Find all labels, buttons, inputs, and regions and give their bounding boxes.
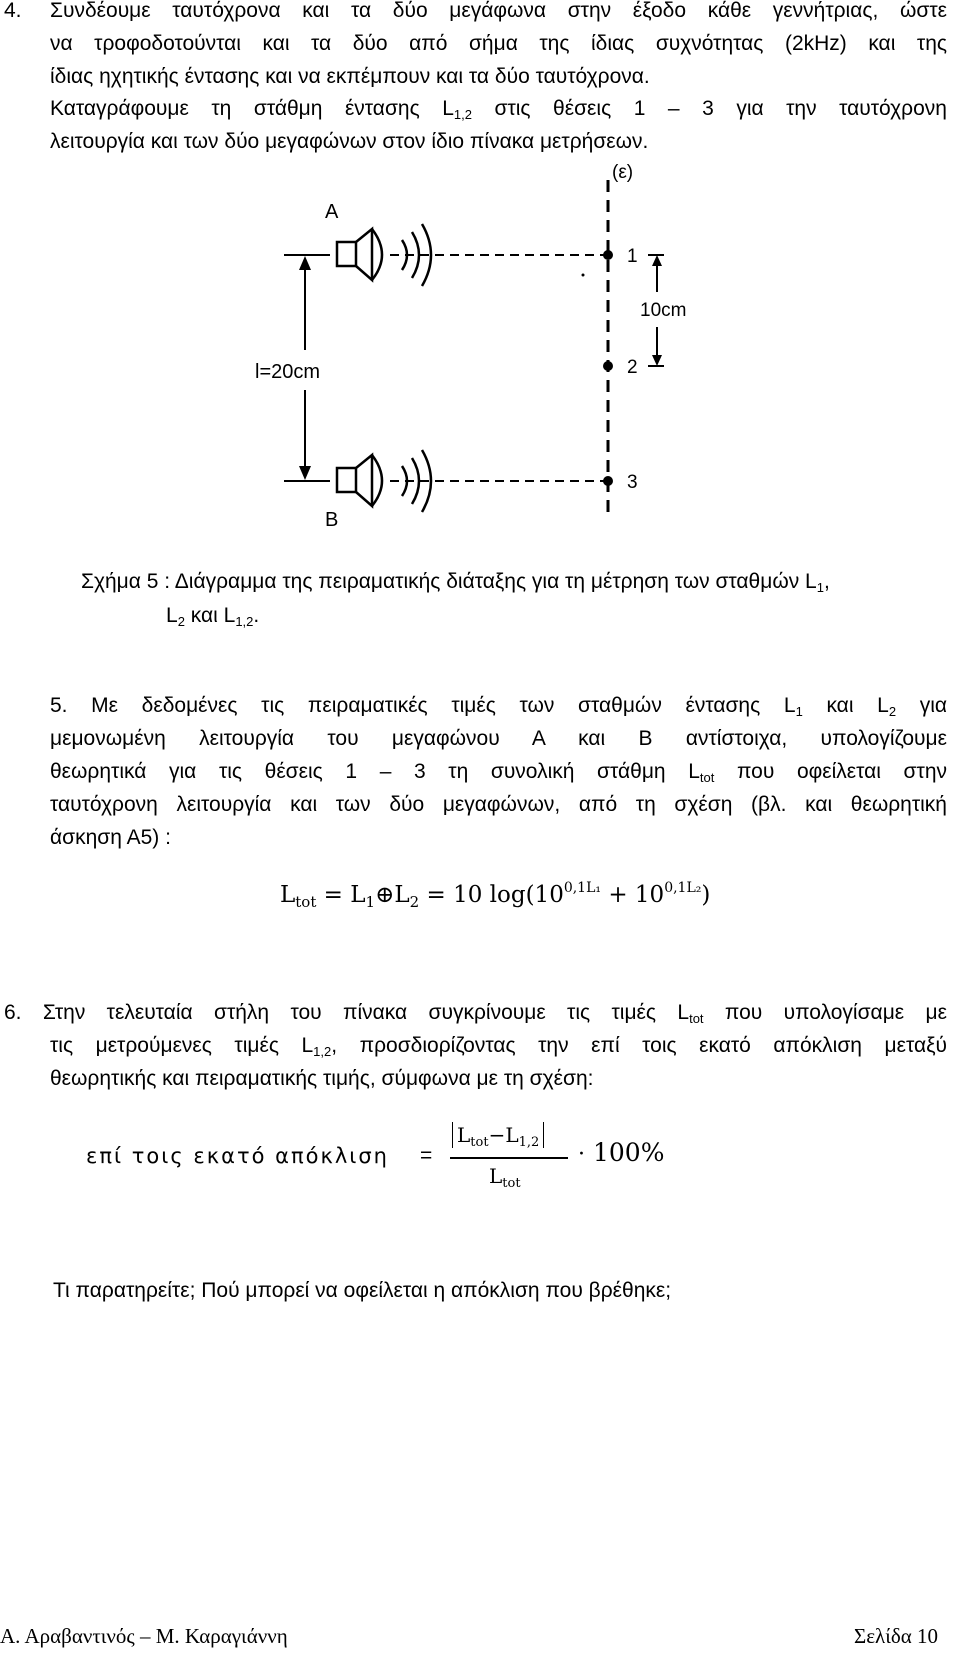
item5-line4: ταυτόχρονη λειτουργία και των δύο μεγαφώνων, από τη σχέση (βλ. και θεωρητική: [50, 793, 947, 816]
question-text: Τι παρατηρείτε; Πού μπορεί να οφείλεται η απόκλιση που βρέθηκε;: [53, 1279, 672, 1302]
position-3-dot: [603, 476, 613, 486]
label-pos2: 2: [627, 357, 638, 378]
equation-deviation-times: ·: [578, 1142, 585, 1167]
deviation-denominator: $L_{tot}$: [489, 1164, 521, 1191]
item5-line1: 5. Με δεδομένες τις πειραματικές τιμές των σταθμών έντασης $L_1$ και $L_2$ για: [50, 694, 948, 719]
deviation-numerator: $L_{tot}-L_{1,2}$: [452, 1122, 544, 1148]
item5-line3: θεωρητικά για τις θέσεις 1 – 3 τη συνολική στάθμη $L_{tot}$ που οφείλεται στην: [50, 760, 947, 785]
equation-deviation-lhs: επί τοις εκατό απόκλιση: [86, 1144, 389, 1168]
label-a: A: [325, 201, 339, 223]
label-epsilon: (ε): [612, 162, 634, 183]
item4-line2: να τροφοδοτούνται και τα δύο από σήμα της ίδιας συχνότητας (2kHz) και της: [50, 32, 947, 55]
label-b: B: [325, 509, 339, 531]
label-l: l=20cm: [255, 361, 321, 383]
position-1-dot: [603, 250, 613, 260]
equation-deviation-percent: 100%: [593, 1138, 665, 1167]
item6-line3: θεωρητικής και πειραματικής τιμής, σύμφωνα με τη σχέση:: [50, 1067, 594, 1090]
item6-line2: τις μετρούμενες τιμές $L_{1,2}$, προσδιορίζοντας την επί τοις εκατό απόκλιση μεταξύ: [50, 1034, 947, 1059]
item4-line5: λειτουργία και των δύο μεγαφώνων στον ίδιο πίνακα μετρήσεων.: [50, 130, 649, 153]
label-pos1: 1: [627, 246, 638, 267]
item4-number: 4.: [4, 0, 22, 22]
item4-line3: ίδιας ηχητικής έντασης και να εκπέμπουν και τα δύο ταυτόχρονα.: [50, 65, 650, 88]
figure-caption-line2: $L_2$ και $L_{1,2}$.: [166, 604, 260, 629]
speaker-b-icon: [337, 450, 431, 512]
equation-total-level: $L_{tot}$ = $L_1\oplus L_2 = 10$ $\log(10^{0,1L_1} + 10^{0,1L_2})$: [280, 880, 711, 911]
equation-deviation-equals: =: [420, 1144, 433, 1167]
item5-line5: άσκηση Α5) :: [50, 826, 171, 849]
speaker-a-icon: [337, 224, 431, 286]
label-pos3: 3: [627, 472, 638, 493]
figure-caption-line1: Σχήμα 5 : Διάγραμμα της πειραματικής διάταξης για τη μέτρηση των σταθμών $L_1$,: [81, 570, 830, 595]
position-2-dot: [603, 361, 613, 371]
label-10cm: 10cm: [640, 300, 687, 321]
fraction-bar: [450, 1157, 568, 1159]
item4-line4: Καταγράφουμε τη στάθμη έντασης $L_{1,2}$ στις θέσεις 1 – 3 για την ταυτόχρονη: [50, 97, 947, 122]
item5-line2: μεμονωμένη λειτουργία του μεγαφώνου Α και Β αντίστοιχα, υπολογίζουμε: [50, 727, 947, 750]
footer-authors: Α. Αραβαντινός – Μ. Καραγιάννη: [0, 1624, 288, 1648]
item6-line1: 6. Στην τελευταία στήλη του πίνακα συγκρίνουμε τις τιμές $L_{tot}$ που υπολογίσαμε με: [4, 1001, 947, 1026]
experiment-diagram: [0, 150, 960, 550]
footer-page-number: Σελίδα 10: [853, 1624, 938, 1648]
item4-line1: Συνδέουμε ταυτόχρονα και τα δύο μεγάφωνα στην έξοδο κάθε γεννήτριας, ώστε: [50, 0, 947, 22]
